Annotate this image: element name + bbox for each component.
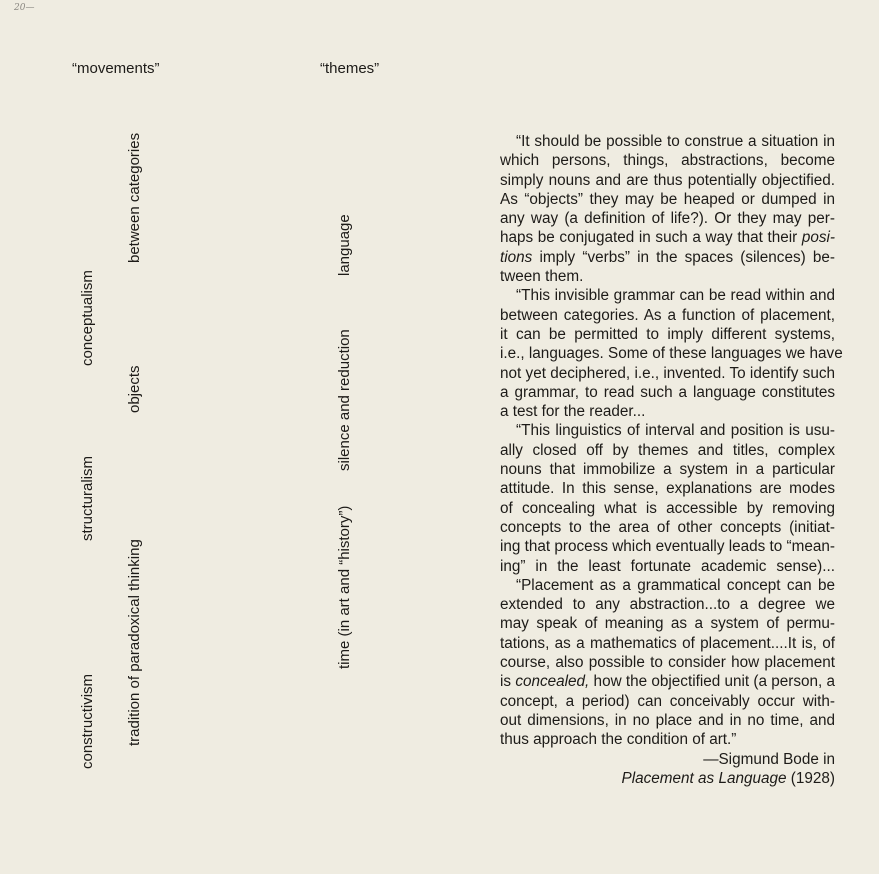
quote-line: nouns that immobilize a system in a particular	[500, 461, 835, 479]
quote-line: course, also possible to consider how placement	[500, 654, 835, 672]
quote-italic: posi-	[801, 229, 835, 247]
quote-line: any way (a definition of life?). Or they may per-	[500, 210, 835, 228]
handwritten-note: 20—	[14, 3, 35, 13]
quote-line: of concealing what is accessible by removing	[500, 499, 835, 517]
movement-theme-label: between categories	[126, 132, 143, 263]
quote-italic: concealed,	[515, 673, 590, 691]
quote-line: concepts to the area of other concepts (initiat-	[500, 518, 835, 536]
theme-label: language	[336, 214, 353, 276]
themes-header: “themes”	[320, 60, 380, 77]
quote-line: ally closed off by themes and titles, complex	[500, 441, 835, 459]
quote-line: “Placement as a grammatical concept can be	[516, 576, 835, 594]
movement-label: structuralism	[79, 455, 96, 541]
quote-text: how the objectified unit (a person, a	[589, 673, 836, 691]
quote-text: is	[500, 673, 516, 691]
quote-line: ing that process which eventually leads to “mean-	[500, 538, 836, 556]
quote-line	[500, 672, 835, 691]
quote-line: it can be permitted to imply different systems,	[500, 325, 835, 343]
quote-line: which persons, things, abstractions, become	[500, 152, 835, 170]
movement-theme-label: objects	[126, 365, 143, 413]
quote-line: “This linguistics of interval and position is usu-	[516, 422, 835, 440]
quote-line: thus approach the condition of art.”	[500, 731, 737, 749]
quote-line: a test for the reader...	[500, 403, 646, 421]
attribution-source	[500, 769, 835, 788]
source-title: Placement as Language	[621, 769, 787, 787]
movements-header: “movements”	[72, 60, 160, 77]
quote-line: “This invisible grammar can be read within and	[516, 287, 835, 305]
quote-line: i.e., languages. Some of these languages we have	[500, 345, 843, 363]
quote-line: attitude. In this sense, explanations are modes	[500, 480, 835, 498]
quote-line: extended to any abstraction...to a degree we	[500, 596, 835, 614]
quote-line	[500, 248, 835, 267]
quote-line: not yet deciphered, i.e., invented. To identify such	[500, 364, 835, 382]
quote-text: imply “verbs” in the spaces (silences) be-	[532, 248, 835, 266]
quote-line: concept, a period) can conceivably occur with-	[500, 692, 835, 710]
quote-line	[500, 228, 835, 247]
quote-line: between categories. As a function of placement,	[500, 306, 835, 324]
movement-label: conceptualism	[79, 270, 96, 366]
quote-text: haps be conjugated in such a way that their	[500, 229, 802, 247]
theme-label: silence and reduction	[336, 329, 353, 471]
quote-line: ing” in the least fortunate academic sense)...	[500, 557, 835, 575]
attribution-author: —Sigmund Bode in	[703, 750, 835, 768]
quote-line: a grammar, to read such a language constitutes	[500, 383, 835, 401]
source-year: (1928)	[786, 769, 835, 787]
quote-italic: tions	[500, 248, 533, 266]
quote-line: tations, as a mathematics of placement....It is, of	[500, 634, 835, 652]
quote-line: may speak of meaning as a system of permu-	[500, 615, 835, 633]
quote-line: out dimensions, in no place and in no time, and	[500, 711, 835, 729]
quote-line: tween them.	[500, 268, 584, 286]
movement-theme-label: tradition of paradoxical thinking	[126, 539, 143, 746]
quote-line: “It should be possible to construe a situation in	[516, 133, 835, 150]
quote-block	[500, 132, 843, 788]
movement-label: constructivism	[79, 673, 96, 769]
quote-line: As “objects” they may be heaped or dumped in	[500, 190, 835, 208]
quote-line: simply nouns and are thus potentially objectified.	[500, 171, 835, 189]
theme-label: time (in art and “history”)	[336, 505, 353, 669]
